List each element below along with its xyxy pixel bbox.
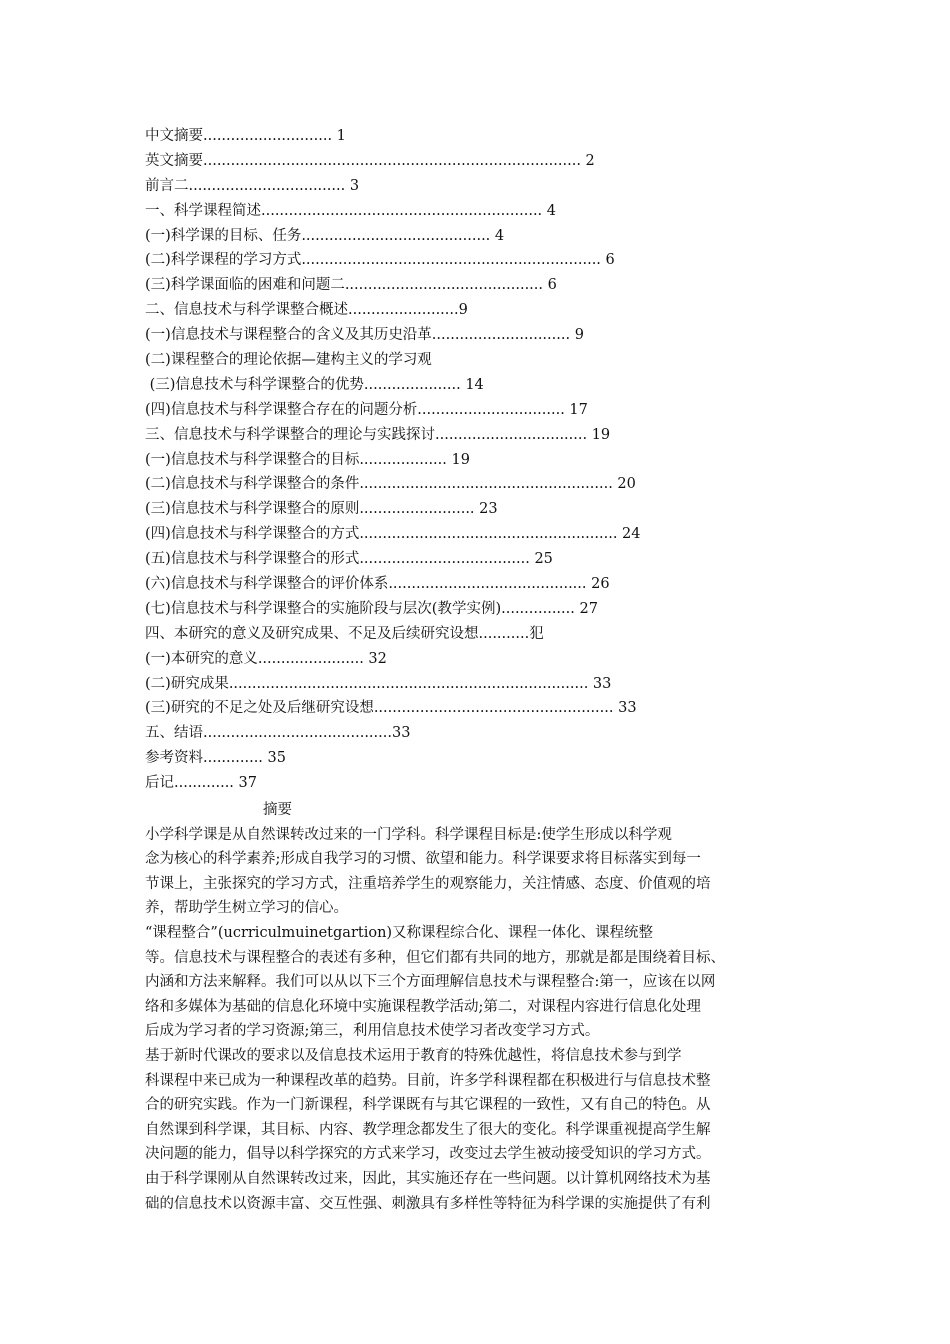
toc-entry[interactable]: (一)信息技术与科学课整合的目标................... 19 — [145, 451, 470, 468]
table-of-contents — [145, 124, 825, 796]
toc-entry[interactable]: 三、信息技术与科学课整合的理论与实践探讨................................. 19 — [145, 426, 611, 443]
toc-entry[interactable]: (四)信息技术与科学课整合存在的问题分析................................ 17 — [145, 401, 588, 418]
abstract-line: 合的研究实践。作为一门新课程，科学课既有与其它课程的一致性，又有自己的特色。从 — [145, 1097, 711, 1114]
toc-entry[interactable]: 中文摘要............................ 1 — [145, 128, 346, 144]
abstract-section — [145, 798, 825, 1216]
toc-entry[interactable]: (二)研究成果.............................................................................. 33 — [145, 675, 612, 692]
toc-entry[interactable]: (三)信息技术与科学课整合的优势..................... 14 — [145, 376, 484, 393]
abstract-line: 节课上，主张探究的学习方式，注重培养学生的观察能力，关注情感、态度、价值观的培 — [145, 875, 711, 892]
toc-entry[interactable]: (二)课程整合的理论依据—建构主义的学习观 — [145, 352, 432, 369]
toc-entry[interactable]: (七)信息技术与科学课整合的实施阶段与层次(教学实例)................ 27 — [145, 600, 598, 617]
abstract-line: 科课程中来已成为一种课程改革的趋势。目前，许多学科课程都在积极进行与信息技术整 — [145, 1072, 711, 1089]
abstract-line: 由于科学课刚从自然课转改过来，因此，其实施还存在一些问题。以计算机网络技术为基 — [145, 1170, 711, 1187]
abstract-line: 础的信息技术以资源丰富、交互性强、刺激具有多样性等特征为科学课的实施提供了有利 — [145, 1195, 711, 1212]
abstract-line: 后成为学习者的学习资源;第三，利用信息技术使学习者改变学习方式。 — [145, 1023, 600, 1040]
abstract-line: 决问题的能力，倡导以科学探究的方式来学习，改变过去学生被动接受知识的学习方式。 — [145, 1146, 711, 1163]
abstract-line: “课程整合”(ucrriculmuinetgartion)又称课程综合化、课程一体化、课程统整 — [145, 924, 654, 941]
toc-entry[interactable]: (三)研究的不足之处及后继研究设想.................................................... 33 — [145, 700, 637, 717]
toc-entry[interactable]: (二)信息技术与科学课整合的条件....................................................... 20 — [145, 476, 636, 493]
abstract-line: 基于新时代课改的要求以及信息技术运用于教育的特殊优越性，将信息技术参与到学 — [145, 1047, 682, 1064]
abstract-line: 自然课到科学课，其目标、内容、教学理念都发生了很大的变化。科学课重视提高学生解 — [145, 1121, 711, 1138]
toc-entry[interactable]: 前言二.................................. 3 — [145, 177, 360, 194]
abstract-line: 念为核心的科学素养;形成自我学习的习惯、欲望和能力。科学课要求将目标落实到每一 — [145, 851, 701, 868]
toc-entry[interactable]: (二)科学课程的学习方式................................................................. 6 — [145, 252, 615, 269]
toc-entry[interactable]: (四)信息技术与科学课整合的方式........................................................ 24 — [145, 526, 641, 543]
toc-entry[interactable]: 五、结语.........................................33 — [145, 725, 411, 742]
abstract-title: 摘要 — [263, 802, 292, 818]
toc-entry[interactable]: (一)本研究的意义....................... 32 — [145, 650, 387, 667]
toc-entry[interactable]: 二、信息技术与科学课整合概述........................9 — [145, 302, 468, 319]
abstract-line: 等。信息技术与课程整合的表述有多种，但它们都有共同的地方，那就是都是围绕着目标、 — [145, 949, 725, 966]
toc-entry[interactable]: 后记............. 37 — [145, 775, 257, 792]
abstract-line: 络和多媒体为基础的信息化环境中实施课程教学活动;第二，对课程内容进行信息化处理 — [145, 998, 701, 1015]
toc-entry[interactable]: (五)信息技术与科学课整合的形式..................................... 25 — [145, 551, 553, 568]
toc-entry[interactable]: (一)科学课的目标、任务......................................... 4 — [145, 227, 505, 244]
toc-entry[interactable]: (三)科学课面临的困难和问题二........................................... 6 — [145, 277, 557, 294]
toc-entry[interactable]: 参考资料............. 35 — [145, 750, 286, 767]
abstract-line: 养，帮助学生树立学习的信心。 — [145, 900, 348, 917]
toc-entry[interactable]: 一、科学课程简述............................................................. 4 — [145, 202, 556, 219]
toc-entry[interactable]: (一)信息技术与课程整合的含义及其历史沿革.............................. 9 — [145, 327, 584, 344]
abstract-line: 小学科学课是从自然课转改过来的一门学科。科学课程目标是:使学生形成以科学观 — [145, 826, 672, 843]
toc-entry[interactable]: (三)信息技术与科学课整合的原则......................... 23 — [145, 501, 498, 518]
toc-entry[interactable]: (六)信息技术与科学课整合的评价体系........................................... 26 — [145, 576, 610, 593]
toc-entry[interactable]: 英文摘要.................................................................................. 2 — [145, 152, 595, 169]
abstract-line: 内涵和方法来解释。我们可以从以下三个方面理解信息技术与课程整合:第一，应该在以网 — [145, 974, 716, 991]
toc-entry[interactable]: 四、本研究的意义及研究成果、不足及后续研究设想...........犯 — [145, 625, 544, 642]
